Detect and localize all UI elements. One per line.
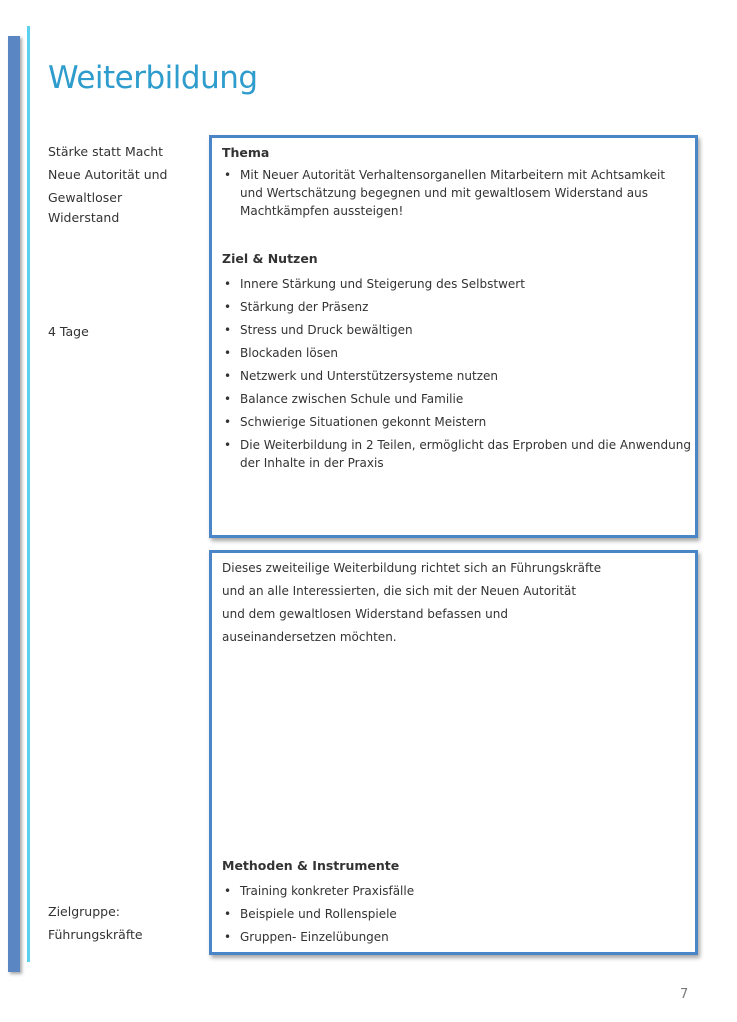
thema-heading: Thema [222, 145, 270, 160]
list-item: • Schwierige Situationen gekonnt Meistern [222, 413, 692, 431]
course-subtitle-line: Neue Autorität und [48, 167, 168, 182]
list-item: • Netzwerk und Unterstützersysteme nutzen [222, 367, 692, 385]
methods-list [222, 882, 692, 946]
intro-line: und an alle Interessierten, die sich mit der Neuen Autorität [222, 584, 577, 598]
thema-list [222, 166, 692, 220]
intro-line: Dieses zweiteilige Weiterbildung richtet sich an Führungskräfte [222, 561, 602, 575]
ziel-heading: Ziel & Nutzen [222, 251, 318, 266]
methods-heading: Methoden & Instrumente [222, 858, 400, 873]
intro-line: und dem gewaltlosen Widerstand befassen und [222, 607, 509, 621]
course-name: Stärke statt Macht [48, 144, 164, 159]
list-item: • Stärkung der Präsenz [222, 298, 692, 316]
target-group-box [209, 550, 698, 955]
page-number: 7 [680, 987, 689, 1002]
page-title: Weiterbildung [48, 60, 258, 96]
list-item: • Stress und Druck bewältigen [222, 321, 692, 339]
list-item: • Balance zwischen Schule und Familie [222, 390, 692, 408]
topic-box [209, 135, 698, 538]
target-group-label: Zielgruppe: [48, 904, 120, 919]
list-item: • Mit Neuer Autorität Verhaltensorganellen Mitarbeitern mit Achtsamkeit und Wertschätzung begegnen und mit gewaltlosem Widerstand aus Machtkämpfen aussteigen! [222, 166, 692, 220]
course-subtitle-line: Gewaltloser [48, 190, 123, 205]
course-subtitle-line: Widerstand [48, 210, 120, 225]
list-item: • Training konkreter Praxisfälle [222, 882, 692, 900]
list-item: • Die Weiterbildung in 2 Teilen, ermöglicht das Erproben und die Anwendung der Inhalte in der Praxis [222, 436, 692, 472]
intro-line: auseinandersetzen möchten. [222, 630, 397, 644]
list-item: • Gruppen- Einzelübungen [222, 928, 692, 946]
course-subtitle [48, 165, 167, 228]
course-duration: 4 Tage [48, 324, 89, 339]
intro-text [222, 557, 692, 649]
target-group-value: Führungskräfte [48, 927, 143, 942]
list-item: • Blockaden lösen [222, 344, 692, 362]
left-accent-line [27, 26, 30, 962]
ziel-list [222, 275, 692, 472]
left-accent-bar [8, 36, 20, 972]
list-item: • Beispiele und Rollenspiele [222, 905, 692, 923]
list-item: • Innere Stärkung und Steigerung des Selbstwert [222, 275, 692, 293]
